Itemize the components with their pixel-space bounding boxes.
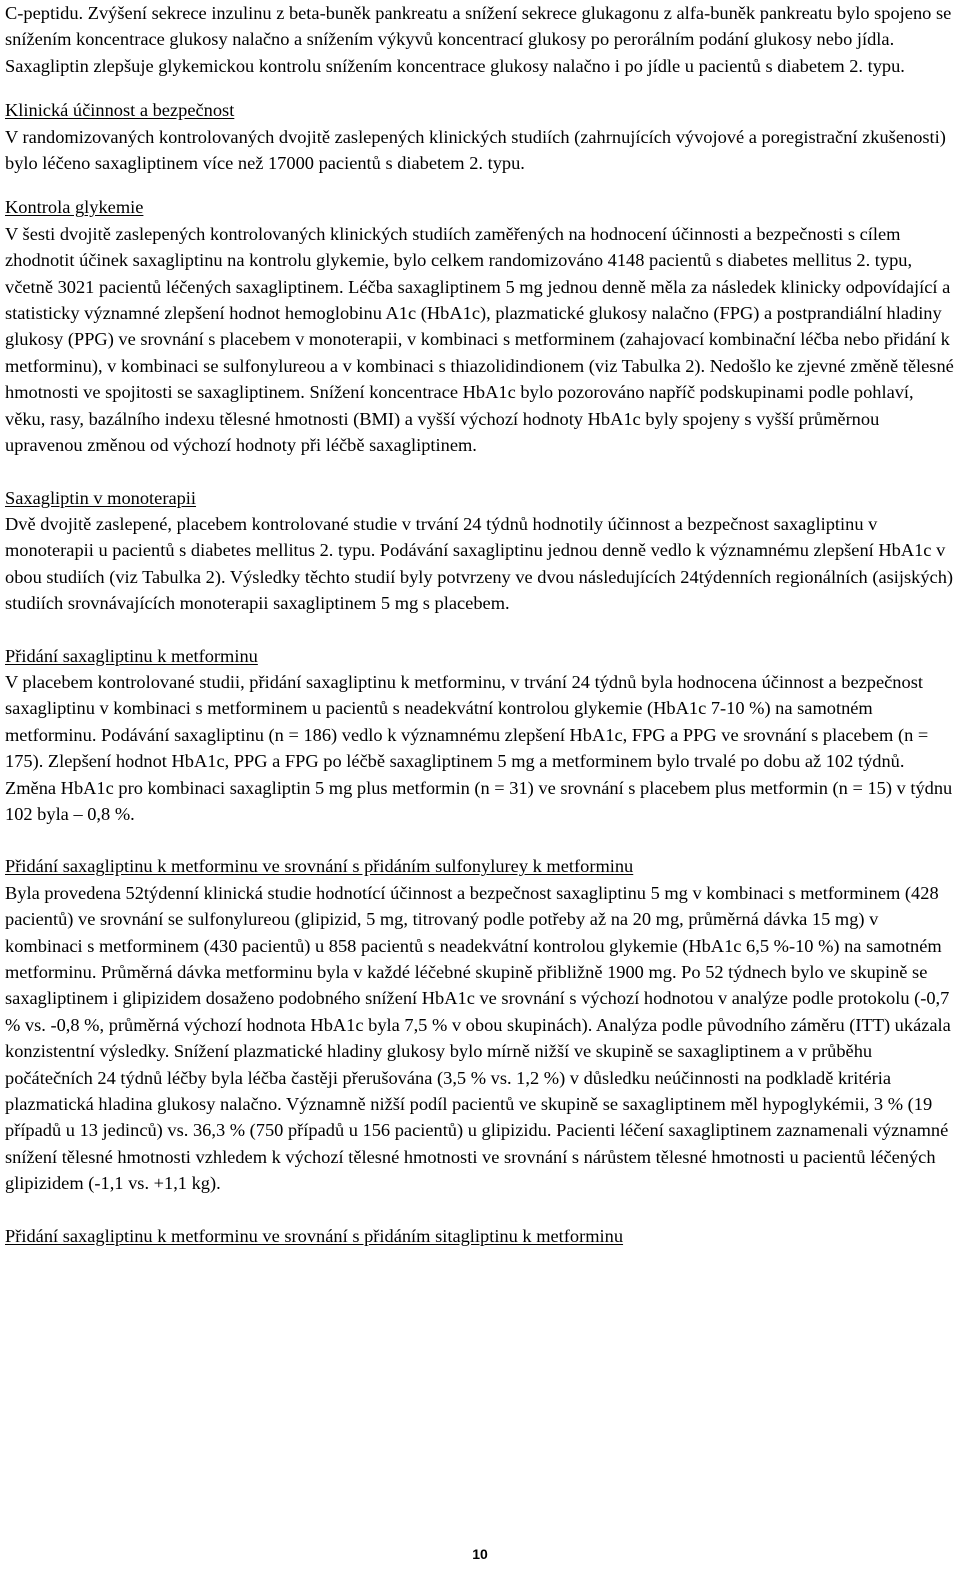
section-heading-add-on-metformin: Přidání saxagliptinu k metforminu xyxy=(5,645,258,666)
section-heading-monotherapy: Saxagliptin v monoterapii xyxy=(5,487,197,508)
page-number: 10 xyxy=(472,1546,488,1562)
spacer xyxy=(5,79,955,97)
spacer xyxy=(5,1197,955,1223)
intro-paragraph: C-peptidu. Zvýšení sekrece inzulinu z beta-buněk pankreatu a snížení sekrece glukagonu z alfa-buněk pankreatu bylo spojeno se snížením koncentrace glukosy nalačno a snížením výkyvů koncentrací glukosy po perorálním podání glukosy nebo jídla. Saxagliptin zlepšuje glykemickou kontrolu snížením koncentrace glukosy nalačno i po jídle u pacientů s diabetem 2. typu. xyxy=(5,3,952,76)
section-paragraph-monotherapy: Dvě dvojitě zaslepené, placebem kontrolované studie v trvání 24 týdnů hodnotily účinnost a bezpečnost saxagliptinu v monoterapii u pacientů s diabetes mellitus 2. typu. Podávání saxagliptinu jednou denně vedlo k významnému zlepšení HbA1c v obou studiích (viz Tabulka 2). Výsledky těchto studií byly potvrzeny ve dvou následujících 24týdenních regionálních (asijských) studiích srovnávajících monoterapii saxagliptinem 5 mg s placebem. xyxy=(5,513,954,614)
section-heading-clinical-efficacy: Klinická účinnost a bezpečnost xyxy=(5,100,235,121)
section-paragraph-add-on-metformin: V placebem kontrolované studii, přidání saxagliptinu k metforminu, v trvání 24 týdnů byla hodnocena účinnost a bezpečnost saxagliptinu v kombinaci s metforminem u pacientů s neadekvátní kontrolou glykemie (HbA1c 7-10 %) na samotném metforminu. Podávání saxagliptinu (n = 186) vedlo k významnému zlepšení HbA1c, FPG a PPG ve srovnání s placebem (n = 175). Zlepšení hodnot HbA1c, PPG a FPG po léčbě saxagliptinem 5 mg a metforminem bylo trvalé po dobu až 102 týdnů. Změna HbA1c pro kombinaci saxagliptin 5 mg plus metformin (n = 31) ve srovnání s placebem plus metformin (n = 15) v týdnu 102 byla – 0,8 %. xyxy=(5,671,953,824)
section-heading-vs-sitagliptin: Přidání saxagliptinu k metforminu ve srovnání s přidáním sitagliptinu k metforminu xyxy=(5,1225,624,1246)
spacer xyxy=(5,827,955,853)
section-heading-vs-sulfonylurea: Přidání saxagliptinu k metforminu ve srovnání s přidáním sulfonylurey k metforminu xyxy=(5,856,634,877)
spacer xyxy=(5,176,955,194)
section-paragraph-glycemic-control: V šesti dvojitě zaslepených kontrolovaných klinických studiích zaměřených na hodnocení účinnosti a bezpečnosti s cílem zhodnotit účinek saxagliptinu na kontrolu glykemie, bylo celkem randomizováno 4148 pacientů s diabetes mellitus 2. typu, včetně 3021 pacientů léčených saxagliptinem. Léčba saxagliptinem 5 mg jednou denně měla za následek klinicky odpovídající a statisticky významné zlepšení hodnot hemoglobinu A1c (HbA1c), plazmatické glukosy nalačno (FPG) a postprandiální hladiny glukosy (PPG) ve srovnání s placebem v monoterapii, v kombinaci s metforminem (zahajovací kombinační léčba nebo přidání k metforminu), v kombinaci se sulfonylureou a v kombinaci s thiazolidindionem (viz Tabulka 2). Nedošlo ke zjevné změně tělesné hmotnosti ve spojitosti se saxagliptinem. Snížení koncentrace HbA1c bylo pozorováno napříč podskupinami podle pohlaví, věku, rasy, bazálního indexu tělesné hmotnosti (BMI) a vyšší výchozí hodnoty HbA1c byly spojeny s vyšší průměrnou upravenou změnou od výchozí hodnoty při léčbě saxagliptinem. xyxy=(5,223,954,456)
section-paragraph-clinical-efficacy: V randomizovaných kontrolovaných dvojitě zaslepených klinických studiích (zahrnujících vývojové a poregistrační zkušenosti) bylo léčeno saxagliptinem více než 17000 pacientů s diabetem 2. typu. xyxy=(5,126,946,174)
spacer xyxy=(5,459,955,485)
document-page xyxy=(5,0,955,1249)
spacer xyxy=(5,617,955,643)
section-paragraph-vs-sulfonylurea: Byla provedena 52týdenní klinická studie hodnotící účinnost a bezpečnost saxagliptinu 5 mg v kombinaci s metforminem (428 pacientů) ve srovnání se sulfonylureou (glipizid, 5 mg, titrovaný podle potřeby až na 20 mg, průměrná dávka 15 mg) v kombinaci s metforminem (430 pacientů) u 858 pacientů s neadekvátní kontrolou glykemie (HbA1c 6,5 %-10 %) na samotném metforminu. Průměrná dávka metforminu byla v každé léčebné skupině přibližně 1900 mg. Po 52 týdnech bylo ve skupině se saxagliptinem i glipizidem dosaženo podobného snížení HbA1c ve srovnání s výchozí hodnotou v analýze podle protokolu (-0,7 % vs. -0,8 %, průměrná výchozí hodnota HbA1c byla 7,5 % v obou skupinách). Analýza podle původního záměru (ITT) ukázala konzistentní výsledky. Snížení plazmatické hladiny glukosy bylo mírně nižší ve skupině se saxagliptinem a v průběhu počátečních 24 týdnů léčby byla léčba častěji přerušována (3,5 % vs. 1,2 %) v důsledku neúčinnosti na podkladě kritéria plazmatická hladina glukosy nalačno. Významně nižší podíl pacientů ve skupině se saxagliptinem měl hypoglykémii, 3 % (19 případů u 13 jedinců) vs. 36,3 % (750 případů u 156 pacientů) u glipizidu. Pacienti léčení saxagliptinem zaznamenali významné snížení tělesné hmotnosti vzhledem k výchozí tělesné hmotnosti ve srovnání s nárůstem tělesné hmotnosti u pacientů léčených glipizidem (-1,1 vs. +1,1 kg). xyxy=(5,882,951,1194)
section-heading-glycemic-control: Kontrola glykemie xyxy=(5,197,144,218)
